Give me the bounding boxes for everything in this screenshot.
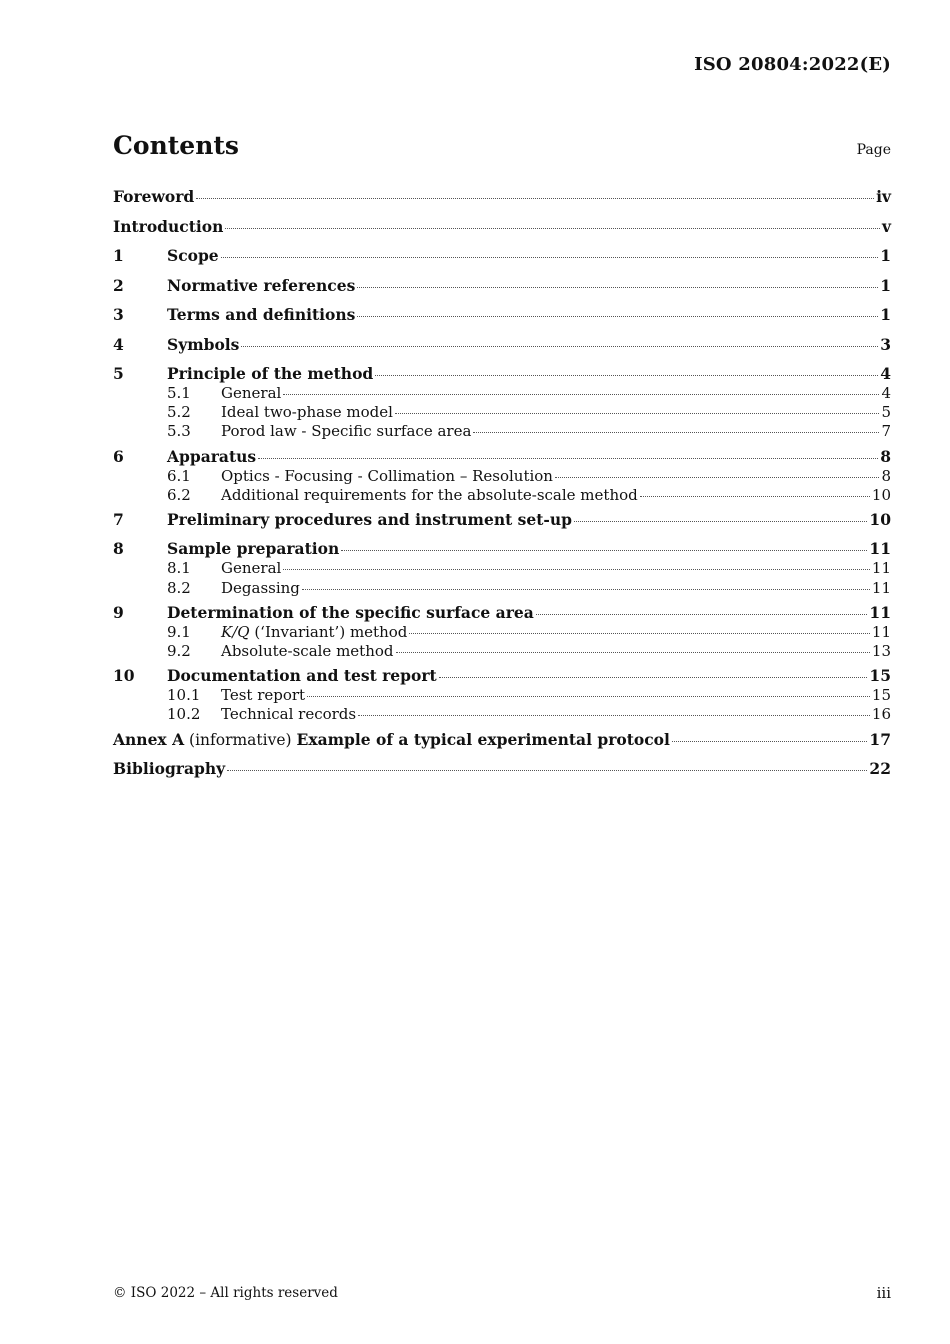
toc-entry-bibliography[interactable]	[113, 758, 891, 788]
toc-label: Principle of the method	[167, 364, 374, 383]
toc-page: 11	[871, 622, 891, 641]
toc-label: Absolute-scale method	[221, 642, 394, 660]
dot-leader	[307, 695, 870, 697]
toc-number: 6	[113, 446, 124, 466]
toc-label: Introduction	[113, 216, 224, 236]
dot-leader	[395, 412, 879, 414]
dot-leader	[439, 676, 868, 678]
toc-number: 10	[113, 666, 135, 686]
toc-number: 6.2	[167, 485, 191, 504]
toc-entry-2[interactable]	[113, 275, 891, 305]
toc-page: 16	[871, 705, 891, 724]
toc-entry-8-1[interactable]	[113, 559, 891, 578]
toc-label: Scope	[167, 246, 219, 265]
toc-entry-10[interactable]	[113, 665, 891, 686]
toc-number: 9.1	[167, 622, 191, 641]
toc-number: 2	[113, 275, 124, 295]
dot-leader	[536, 613, 868, 615]
toc-number: 4	[113, 334, 124, 354]
toc-number: 5.1	[167, 384, 191, 402]
dot-leader	[640, 495, 870, 497]
dot-leader	[283, 568, 870, 570]
toc-label: Technical records	[221, 705, 357, 724]
toc-number: 3	[113, 305, 124, 324]
toc-entry-4[interactable]	[113, 334, 891, 364]
toc-entry-9-1[interactable]	[113, 623, 891, 642]
dot-leader	[555, 476, 879, 478]
toc-page: 11	[871, 578, 891, 597]
toc-entry-5-2[interactable]	[113, 403, 891, 422]
copyright-notice: © ISO 2022 – All rights reserved	[113, 1285, 338, 1301]
toc-label: Degassing	[221, 578, 300, 597]
table-of-contents	[113, 186, 891, 788]
dot-leader	[574, 520, 867, 522]
toc-number: 9.2	[167, 642, 191, 660]
toc-label: Preliminary procedures and instrument set-up	[167, 509, 572, 529]
toc-number: 5.3	[167, 422, 191, 441]
toc-entry-10-2[interactable]	[113, 705, 891, 724]
toc-entry-5-1[interactable]	[113, 384, 891, 403]
toc-entry-1[interactable]	[113, 245, 891, 275]
toc-number: 1	[113, 246, 124, 265]
toc-label: Bibliography	[113, 759, 226, 779]
dot-leader	[358, 714, 870, 716]
toc-entry-6-2[interactable]	[113, 486, 891, 505]
page-title: Contents	[113, 131, 240, 160]
dot-leader	[225, 227, 880, 229]
toc-page: 8	[881, 466, 891, 485]
toc-page: 1	[880, 305, 891, 324]
toc-entry-6[interactable]	[113, 446, 891, 467]
annex-qualifier: (informative)	[184, 730, 297, 749]
toc-number: 8.2	[167, 578, 191, 597]
toc-entry-5[interactable]	[113, 363, 891, 384]
toc-label: Test report	[221, 686, 306, 705]
dot-leader	[283, 393, 879, 395]
toc-page: 7	[881, 422, 891, 441]
toc-number: 5.2	[167, 403, 191, 422]
toc-label: Documentation and test report	[167, 666, 437, 686]
toc-entry-9[interactable]	[113, 602, 891, 623]
toc-label: Ideal two-phase model	[221, 403, 393, 422]
toc-number: 10.2	[167, 705, 201, 724]
toc-label: Symbols	[167, 334, 240, 354]
document-id: ISO 20804:2022(E)	[694, 54, 891, 75]
toc-number: 6.1	[167, 466, 191, 485]
annex-title: Example of a typical experimental protocol	[296, 729, 670, 749]
toc-entry-8-2[interactable]	[113, 579, 891, 598]
toc-page: 15	[869, 666, 891, 686]
toc-label-rest: (‘Invariant’) method	[249, 622, 408, 641]
toc-page: v	[881, 216, 891, 236]
dot-leader	[409, 632, 870, 634]
toc-number: 7	[113, 509, 124, 529]
toc-label: General	[221, 559, 282, 578]
toc-label: Optics - Focusing - Collimation – Resolution	[221, 466, 553, 485]
page-number: iii	[876, 1284, 891, 1302]
toc-page: 5	[881, 403, 891, 422]
dot-leader	[302, 588, 870, 590]
dot-leader	[473, 431, 879, 433]
toc-entry-annex-a[interactable]	[113, 729, 891, 759]
toc-label: Normative references	[167, 275, 356, 295]
toc-number: 8	[113, 539, 124, 559]
toc-page: 13	[871, 642, 891, 660]
toc-page: 11	[869, 602, 891, 622]
dot-leader	[241, 345, 878, 347]
dot-leader	[258, 457, 878, 459]
toc-entry-8[interactable]	[113, 538, 891, 559]
toc-number: 5	[113, 364, 124, 383]
dot-leader	[196, 197, 874, 199]
toc-label: Apparatus	[167, 446, 257, 466]
toc-label: Foreword	[113, 187, 195, 206]
toc-number: 10.1	[167, 686, 201, 705]
dot-leader	[375, 374, 878, 376]
toc-label: General	[221, 384, 282, 402]
dot-leader	[227, 769, 867, 771]
toc-label: Determination of the specific surface area	[167, 602, 534, 622]
toc-page: 4	[880, 364, 891, 383]
annex-prefix: Annex A	[113, 729, 185, 749]
dot-leader	[341, 549, 867, 551]
toc-entry-5-3[interactable]	[113, 422, 891, 441]
dot-leader	[357, 315, 878, 317]
toc-label: Terms and definitions	[167, 305, 356, 324]
toc-page: 8	[880, 446, 891, 466]
dot-leader	[396, 651, 870, 653]
toc-entry-introduction[interactable]	[113, 216, 891, 246]
toc-number: 9	[113, 602, 124, 622]
toc-page: 3	[880, 334, 891, 354]
toc-entry-9-2[interactable]	[113, 642, 891, 661]
toc-page: 11	[871, 559, 891, 578]
toc-label	[221, 623, 407, 642]
toc-entry-foreword[interactable]	[113, 186, 891, 216]
toc-label-italic: K/Q	[221, 622, 250, 641]
toc-page: 10	[871, 485, 891, 504]
toc-number: 8.1	[167, 559, 191, 578]
toc-label	[113, 730, 670, 750]
toc-label: Porod law - Specific surface area	[221, 422, 472, 441]
dot-leader	[221, 256, 879, 258]
toc-label: Sample preparation	[167, 539, 340, 559]
toc-page: 1	[880, 246, 891, 265]
toc-page: 22	[869, 759, 891, 779]
toc-entry-10-1[interactable]	[113, 686, 891, 705]
dot-leader	[672, 740, 868, 742]
toc-entry-7[interactable]	[113, 509, 891, 539]
toc-page: 15	[871, 686, 891, 705]
toc-page: iv	[876, 187, 891, 206]
page-column-label: Page	[856, 142, 891, 158]
toc-label: Additional requirements for the absolute-scale method	[221, 485, 638, 504]
dot-leader	[357, 286, 878, 288]
toc-page: 11	[869, 539, 891, 559]
toc-page: 1	[880, 275, 891, 295]
toc-page: 17	[869, 729, 891, 749]
toc-entry-6-1[interactable]	[113, 467, 891, 486]
toc-page: 10	[869, 509, 891, 529]
toc-entry-3[interactable]	[113, 304, 891, 334]
toc-page: 4	[881, 384, 891, 402]
